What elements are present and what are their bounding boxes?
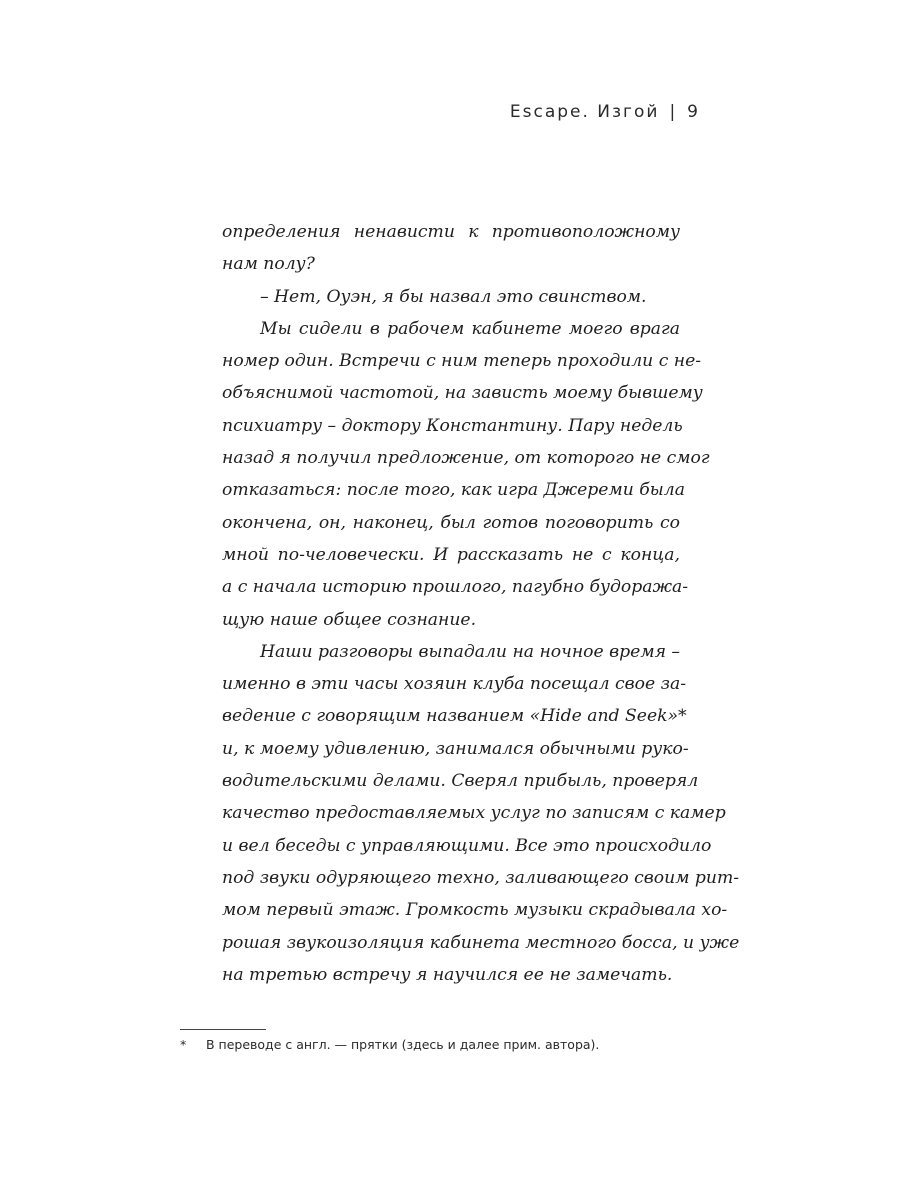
text-line: под звуки одуряющего техно, заливающего своим рит- bbox=[222, 867, 740, 888]
text-line: ведение с говорящим названием «Hide and Seek»* bbox=[222, 706, 687, 727]
text-line: объяснимой частотой, на зависть моему бывшему bbox=[222, 383, 703, 404]
text-line: нам полу? bbox=[222, 254, 315, 275]
text-line: психиатру – доктору Константину. Пару недель bbox=[222, 415, 683, 436]
running-title: Escape. Изгой bbox=[509, 102, 660, 122]
text-line: окончена, он, наконец, был готов поговорить со bbox=[222, 512, 680, 533]
text-line: мной по-человечески. И рассказать не с конца, bbox=[222, 544, 680, 565]
footnote-mark: * bbox=[180, 1037, 187, 1052]
text-line: номер один. Встречи с ним теперь проходили с не- bbox=[222, 351, 702, 372]
text-line: а с начала историю прошлого, пагубно будоража- bbox=[222, 577, 689, 598]
text-line: определения ненависти к противоположному bbox=[222, 222, 680, 242]
footnote-divider bbox=[180, 1029, 266, 1030]
text-line: Мы сидели в рабочем кабинете моего врага bbox=[260, 318, 680, 339]
text-line: мом первый этаж. Громкость музыки скрадывала хо- bbox=[222, 900, 728, 921]
text-line: и, к моему удивлению, занимался обычными руко- bbox=[222, 738, 689, 759]
text-line: Наши разговоры выпадали на ночное время – bbox=[260, 641, 681, 662]
text-line: назад я получил предложение, от которого не смог bbox=[222, 448, 710, 469]
text-line: щую наше общее сознание. bbox=[222, 609, 477, 630]
text-line: на третью встречу я научился ее не замечать. bbox=[222, 964, 673, 985]
page-number: 9 bbox=[687, 102, 700, 122]
text-line: качество предоставляемых услуг по записям с камер bbox=[222, 803, 726, 824]
text-line: водительскими делами. Сверял прибыль, проверял bbox=[222, 771, 699, 792]
running-header bbox=[510, 102, 700, 122]
text-line: отказаться: после того, как игра Джереми была bbox=[222, 480, 685, 501]
header-separator: | bbox=[669, 102, 678, 122]
text-line: – Нет, Оуэн, я бы назвал это свинством. bbox=[260, 286, 647, 307]
text-line: именно в эти часы хозяин клуба посещал свое за- bbox=[222, 674, 687, 695]
footnote bbox=[180, 1037, 599, 1052]
text-line: и вел беседы с управляющими. Все это происходило bbox=[222, 835, 712, 856]
text-line: рошая звукоизоляция кабинета местного босса, и уже bbox=[222, 932, 740, 953]
footnote-text: В переводе с англ. — прятки (здесь и далее прим. автора). bbox=[206, 1037, 600, 1052]
body-text bbox=[222, 216, 740, 991]
